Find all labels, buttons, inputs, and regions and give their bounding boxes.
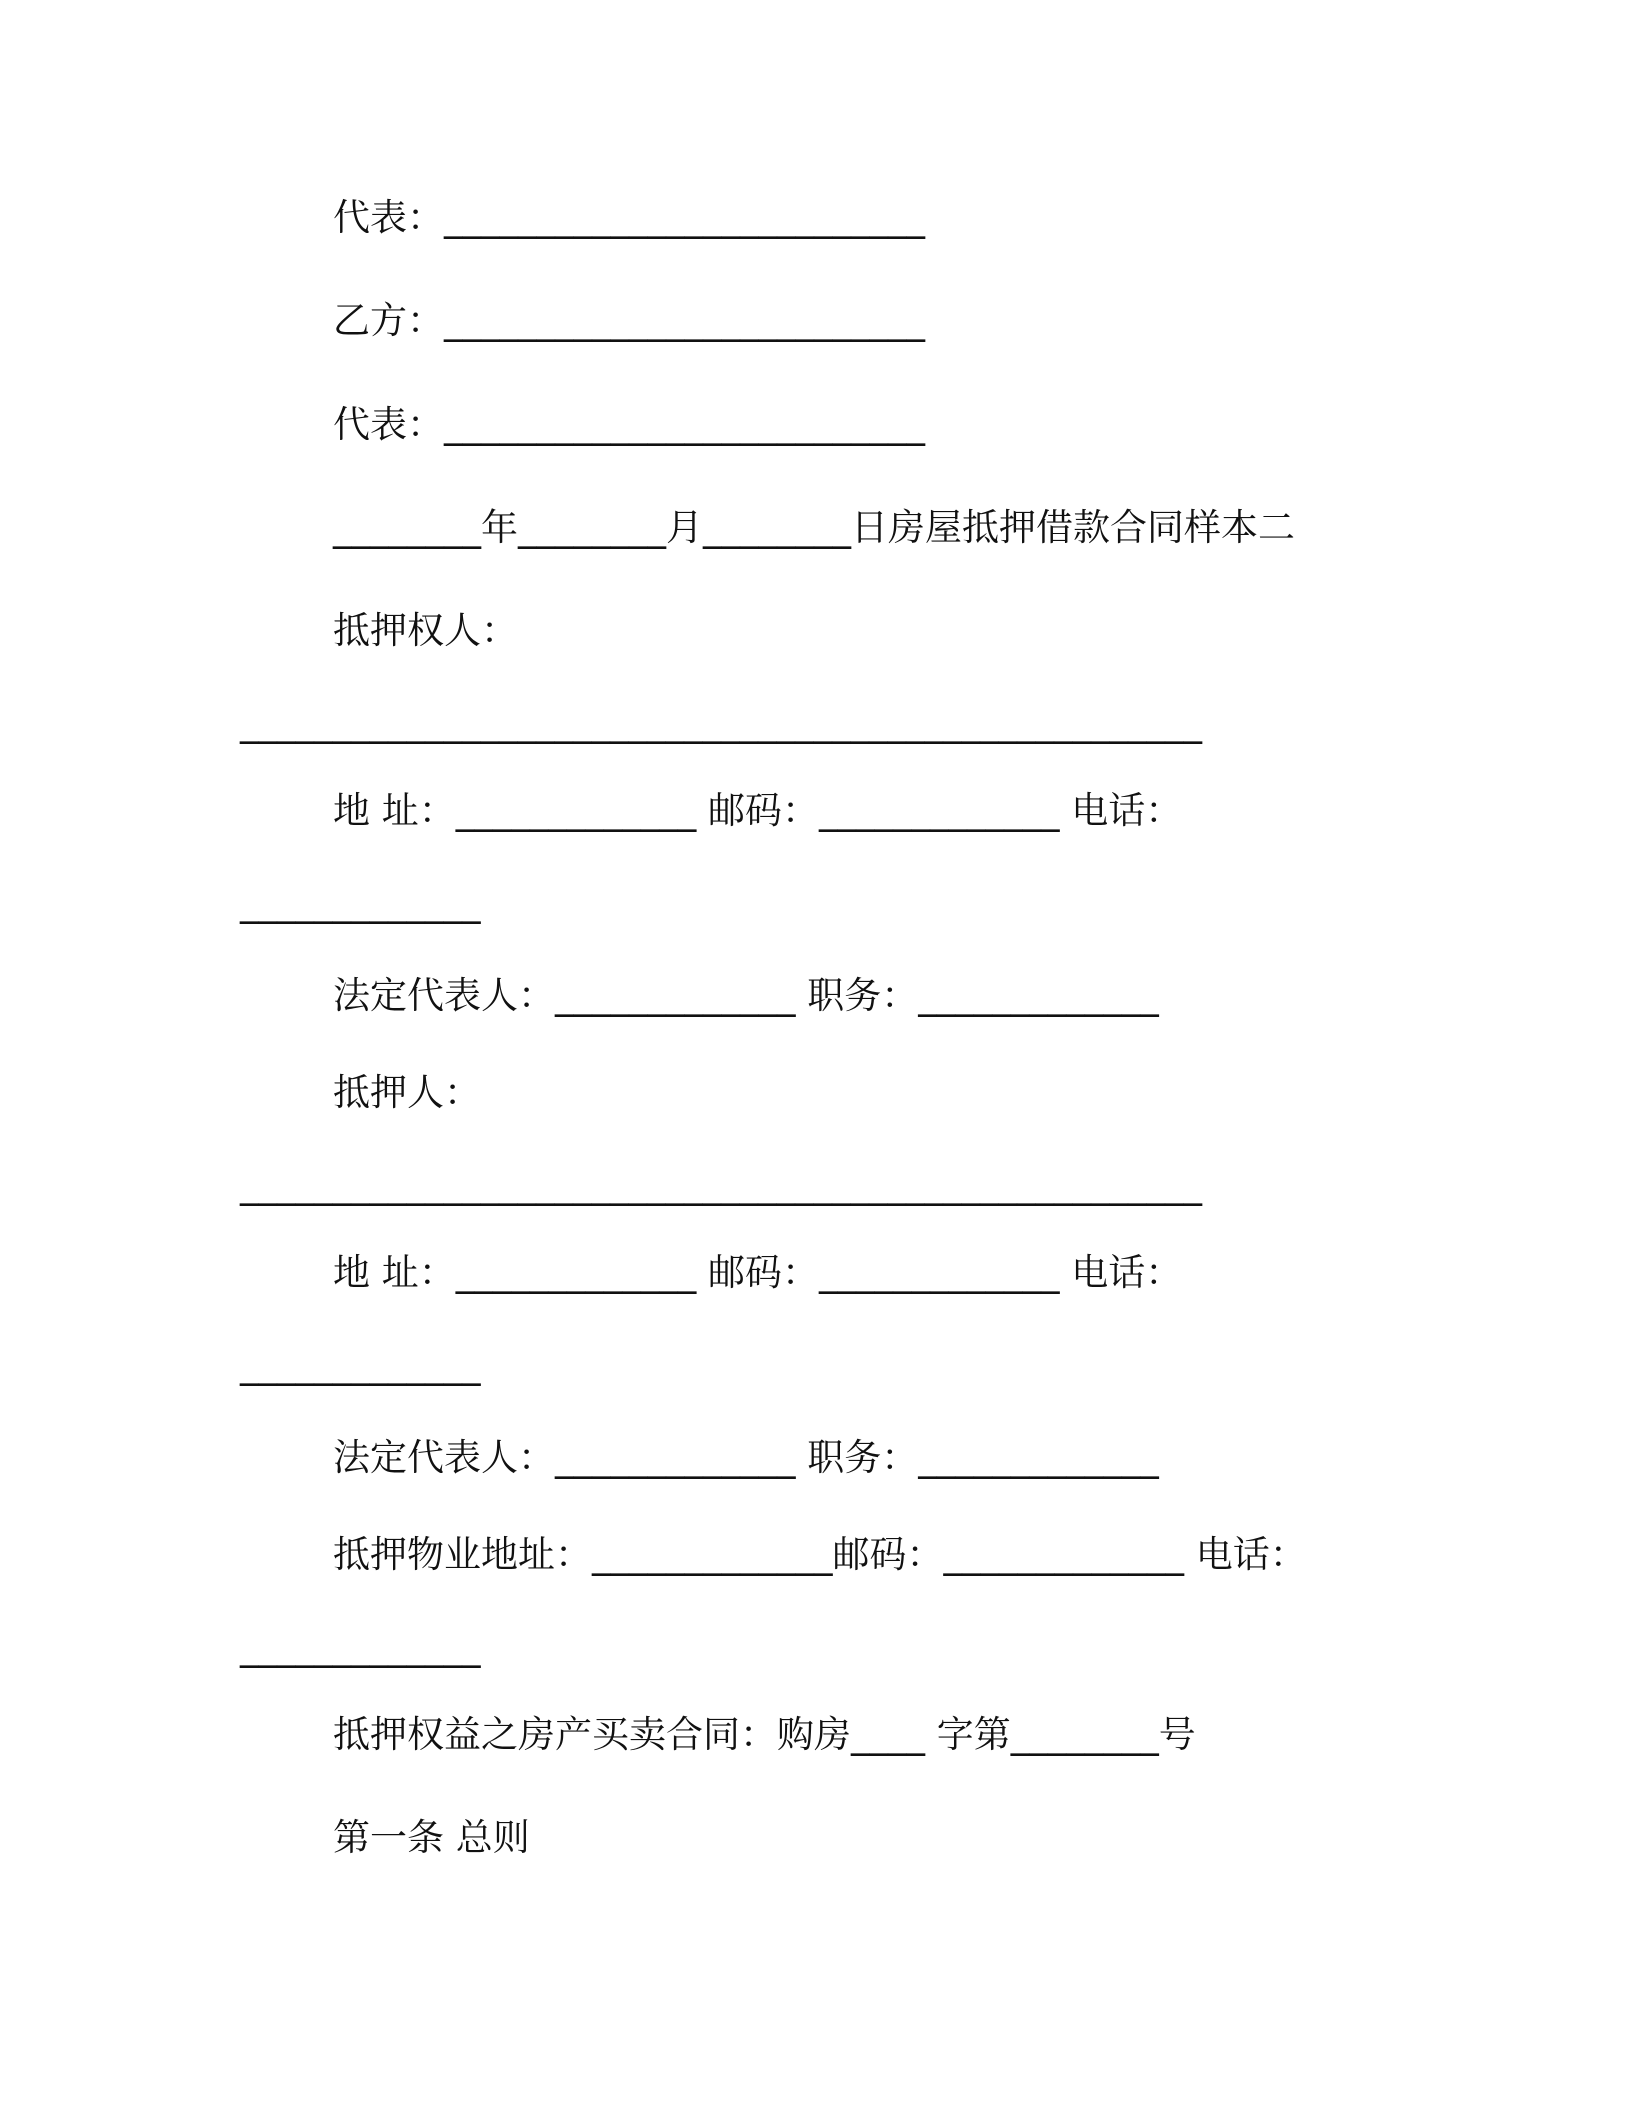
representative-line-1: 代表：__________________________ [333, 196, 925, 239]
mortgagor-legal-rep-line: 法定代表人：_____________ 职务：_____________ [333, 1436, 1159, 1479]
mortgagee-address-line: 地 址：_____________ 邮码：_____________ 电话： [333, 789, 1183, 832]
mortgagor-label: 抵押人： [333, 1071, 481, 1114]
mortgagee-label: 抵押权人： [333, 609, 518, 652]
date-title-line: ________年________月________日房屋抵押借款合同样本二 [333, 506, 1295, 549]
mortgagor-blank: ____________________________________________________ [240, 1163, 1202, 1206]
article-one-heading: 第一条 总则 [333, 1816, 530, 1859]
mortgagor-phone-blank: _____________ [240, 1343, 481, 1386]
party-b-line: 乙方：__________________________ [333, 299, 925, 342]
purchase-contract-line: 抵押权益之房产买卖合同：购房____ 字第________号 [333, 1713, 1196, 1756]
property-address-line: 抵押物业地址：_____________邮码：_____________ 电话： [333, 1533, 1307, 1576]
property-phone-blank: _____________ [240, 1625, 481, 1668]
mortgagee-blank: ____________________________________________________ [240, 701, 1202, 744]
mortgagor-address-line: 地 址：_____________ 邮码：_____________ 电话： [333, 1251, 1183, 1294]
mortgagee-phone-blank: _____________ [240, 881, 481, 924]
mortgagee-legal-rep-line: 法定代表人：_____________ 职务：_____________ [333, 974, 1159, 1017]
representative-line-2: 代表：__________________________ [333, 403, 925, 446]
